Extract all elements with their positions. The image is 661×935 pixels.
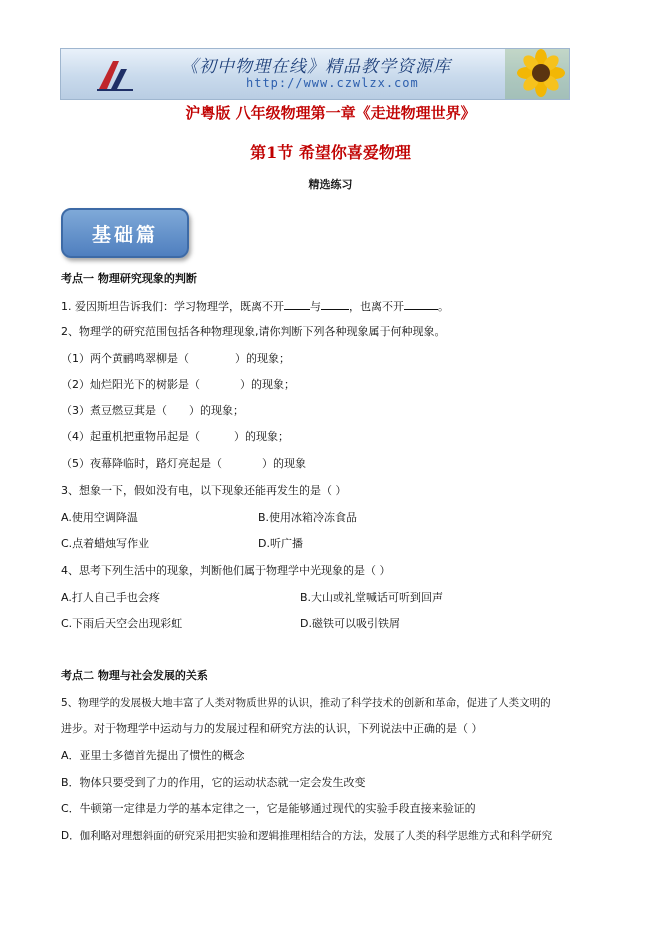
question-2-item	[61, 430, 289, 444]
option-a: A．亚里士多德首先提出了惯性的概念	[61, 749, 245, 762]
topic1-heading: 考点一 物理研究现象的判断	[61, 272, 197, 285]
item-text-b: ）的现象；	[235, 352, 290, 365]
section-title: 第1节 希望你喜爱物理	[250, 143, 411, 162]
answer-blank[interactable]	[284, 299, 310, 310]
question-4-stem: 4、思考下列生活中的现象，判断他们属于物理学中光现象的是（ ）	[61, 564, 391, 577]
item-text-b: ）的现象；	[189, 404, 244, 417]
option-b: B.使用冰箱冷冻食品	[258, 511, 358, 524]
question-1-text-d: 。	[438, 300, 449, 313]
answer-blank[interactable]	[404, 299, 438, 310]
question-1-text-a: 1. 爱因斯坦告诉我们：学习物理学，既离不开	[61, 300, 284, 313]
item-text-a: （4）起重机把重物吊起是（	[61, 430, 200, 443]
site-logo-icon	[95, 57, 135, 93]
banner-title: 《初中物理在线》精品教学资源库	[181, 57, 451, 77]
option-d: D.听广播	[258, 537, 303, 550]
item-text-b: ）的现象	[262, 457, 306, 470]
level-badge: 基础篇	[61, 208, 189, 258]
topic2-heading: 考点二 物理与社会发展的关系	[61, 669, 208, 682]
question-3-stem: 3、想象一下，假如没有电，以下现象还能再发生的是（ ）	[61, 484, 347, 497]
item-text-b: ）的现象；	[240, 378, 295, 391]
question-2-item	[61, 457, 306, 471]
option-c: C.下雨后天空会出现彩虹	[61, 617, 183, 630]
option-c: C.点着蜡烛写作业	[61, 537, 150, 550]
question-2-item	[61, 378, 295, 392]
header-banner	[60, 48, 570, 100]
question-2-item	[61, 352, 290, 366]
item-text-a: （1）两个黄鹂鸣翠柳是（	[61, 352, 189, 365]
question-5-stem-line2: 进步。对于物理学中运动与力的发展过程和研究方法的认识，下列说法中正确的是（ ）	[61, 722, 483, 735]
item-text-a: （2）灿烂阳光下的树影是（	[61, 378, 200, 391]
subtitle: 精选练习	[308, 178, 353, 191]
question-5-stem-line1: 5、物理学的发展极大地丰富了人类对物质世界的认识，推动了科学技术的创新和革命，促进了人类文明的	[61, 697, 551, 709]
question-1-text-c: ，也离不开	[349, 300, 404, 313]
option-d: D．伽利略对理想斜面的研究采用把实验和逻辑推理相结合的方法，发展了人类的科学思维方式和科学研究	[61, 830, 553, 842]
option-b: B.大山或礼堂喊话可听到回声	[300, 591, 444, 604]
item-text-a: （5）夜幕降临时，路灯亮起是（	[61, 457, 222, 470]
series-title: 沪粤版 八年级物理第一章《走进物理世界》	[185, 104, 476, 122]
option-c: C．牛顿第一定律是力学的基本定律之一，它是能够通过现代的实验手段直接来验证的	[61, 802, 476, 815]
item-text-b: ）的现象；	[234, 430, 289, 443]
answer-blank[interactable]	[321, 299, 349, 310]
question-1-text-b: 与	[310, 300, 321, 313]
item-text-a: （3）煮豆燃豆萁是（	[61, 404, 167, 417]
question-1	[61, 299, 449, 314]
option-b: B．物体只要受到了力的作用，它的运动状态就一定会发生改变	[61, 776, 366, 789]
option-a: A.打人自己手也会疼	[61, 591, 160, 604]
sunflower-icon	[505, 49, 569, 99]
option-a: A.使用空调降温	[61, 511, 138, 524]
question-2-item	[61, 404, 244, 418]
option-d: D.磁铁可以吸引铁屑	[300, 617, 400, 630]
question-2-stem: 2、物理学的研究范围包括各种物理现象,请你判断下列各种现象属于何种现象。	[61, 325, 446, 338]
banner-url: http://www.czwlzx.com	[246, 76, 419, 90]
